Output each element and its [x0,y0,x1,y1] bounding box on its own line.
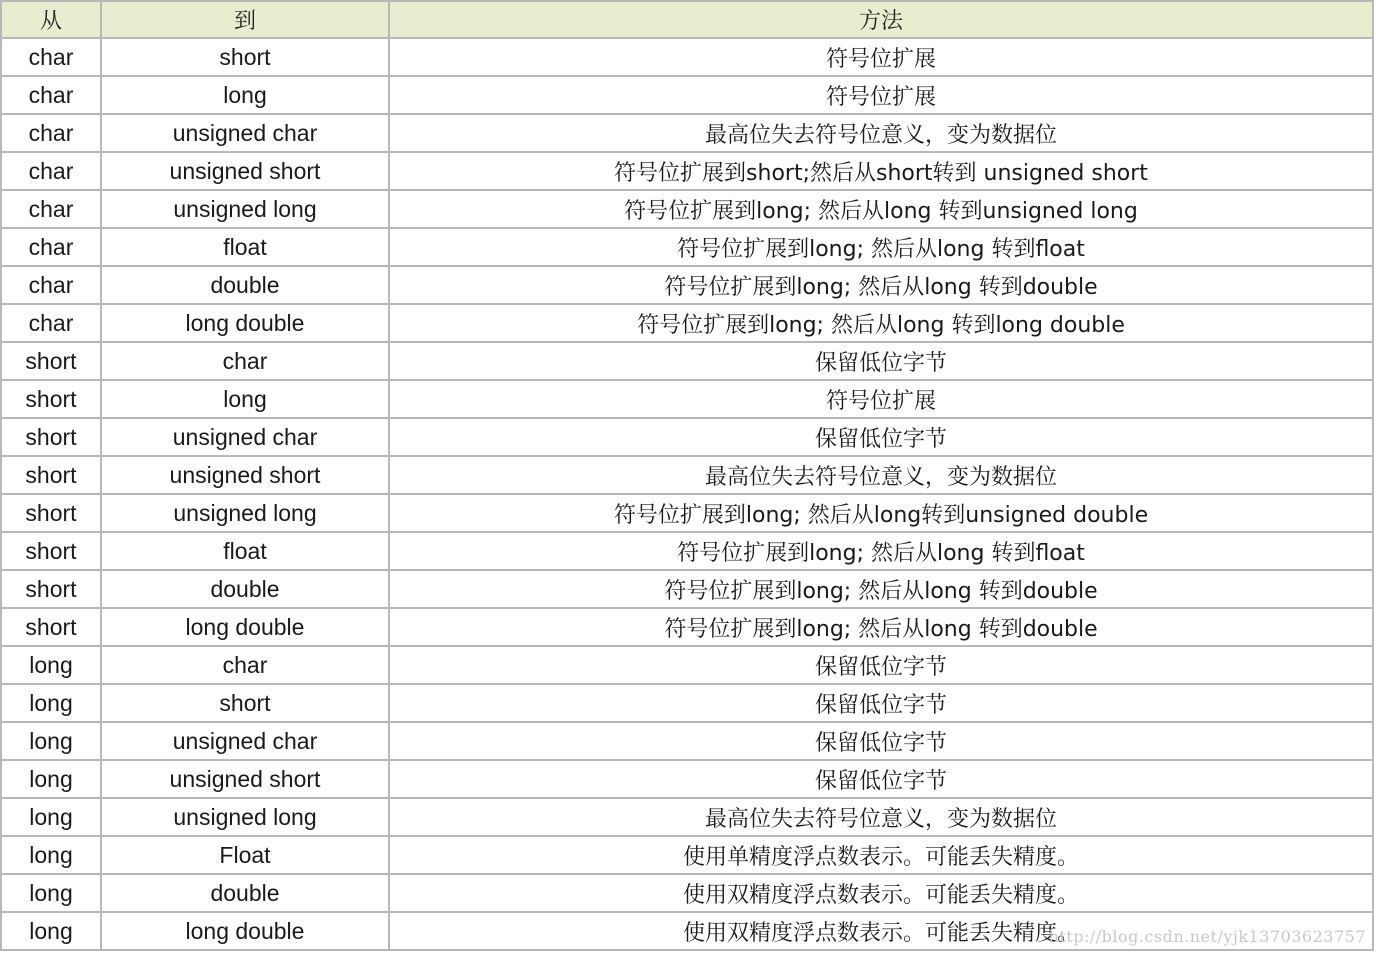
cell-from: short [0,533,102,571]
table-row [0,343,1374,381]
table-row [0,115,1374,153]
cell-to: Float [102,837,390,875]
table-row [0,761,1374,799]
cell-method: 符号位扩展到long; 然后从long 转到long double [390,305,1374,343]
cell-from: long [0,875,102,913]
cell-method: 符号位扩展到long; 然后从long 转到float [390,229,1374,267]
table-row [0,381,1374,419]
cell-from: short [0,457,102,495]
table-row [0,267,1374,305]
header-method: 方法 [390,0,1374,39]
table-row [0,533,1374,571]
table-row [0,305,1374,343]
cell-method: 保留低位字节 [390,723,1374,761]
cell-method: 使用双精度浮点数表示。可能丢失精度。 [390,913,1374,951]
cell-method: 保留低位字节 [390,343,1374,381]
cell-to: double [102,267,390,305]
cell-from: char [0,229,102,267]
table-row [0,39,1374,77]
cell-from: short [0,419,102,457]
table-header [0,0,1374,39]
cell-to: long double [102,609,390,647]
table-row [0,191,1374,229]
cell-from: char [0,77,102,115]
cell-method: 符号位扩展到long; 然后从long 转到float [390,533,1374,571]
cell-to: char [102,647,390,685]
watermark-text: http://blog.csdn.net/yjk13703623757 [1048,927,1366,946]
cell-from: long [0,723,102,761]
table-row [0,419,1374,457]
cell-from: char [0,153,102,191]
cell-from: long [0,761,102,799]
cell-method: 使用单精度浮点数表示。可能丢失精度。 [390,837,1374,875]
cell-from: char [0,267,102,305]
cell-from: long [0,799,102,837]
cell-method: 符号位扩展 [390,39,1374,77]
cell-to: long [102,77,390,115]
table-row [0,229,1374,267]
table-row [0,495,1374,533]
cell-from: long [0,685,102,723]
cell-to: unsigned char [102,723,390,761]
table-row [0,571,1374,609]
cell-to: unsigned short [102,457,390,495]
cell-to: unsigned char [102,419,390,457]
cell-to: float [102,229,390,267]
table-row [0,647,1374,685]
cell-method: 符号位扩展到long; 然后从long转到unsigned double [390,495,1374,533]
table-body [0,39,1374,951]
header-to: 到 [102,0,390,39]
cell-to: unsigned char [102,115,390,153]
table-row [0,799,1374,837]
cell-from: long [0,837,102,875]
cell-from: short [0,571,102,609]
cell-from: char [0,191,102,229]
cell-method: 保留低位字节 [390,647,1374,685]
cell-method: 最高位失去符号位意义，变为数据位 [390,799,1374,837]
cell-method: 符号位扩展到long; 然后从long 转到unsigned long [390,191,1374,229]
cell-method: 符号位扩展 [390,77,1374,115]
table-row [0,875,1374,913]
table-row [0,77,1374,115]
cell-from: char [0,39,102,77]
cell-from: short [0,495,102,533]
cell-to: char [102,343,390,381]
cell-method: 保留低位字节 [390,685,1374,723]
table-row [0,153,1374,191]
cell-to: unsigned long [102,495,390,533]
cell-method: 符号位扩展到long; 然后从long 转到double [390,571,1374,609]
cell-method: 符号位扩展 [390,381,1374,419]
cell-method: 最高位失去符号位意义，变为数据位 [390,457,1374,495]
cell-to: long double [102,305,390,343]
cell-method: 最高位失去符号位意义，变为数据位 [390,115,1374,153]
cell-to: short [102,685,390,723]
table-row [0,457,1374,495]
cell-method: 符号位扩展到short;然后从short转到 unsigned short [390,153,1374,191]
cell-method: 符号位扩展到long; 然后从long 转到double [390,609,1374,647]
cell-to: double [102,571,390,609]
table-row [0,837,1374,875]
table-row [0,685,1374,723]
cell-to: unsigned long [102,799,390,837]
cell-to: unsigned short [102,761,390,799]
header-from: 从 [0,0,102,39]
cell-to: unsigned short [102,153,390,191]
cell-to: long [102,381,390,419]
cell-method: 使用双精度浮点数表示。可能丢失精度。 [390,875,1374,913]
cell-method: 符号位扩展到long; 然后从long 转到double [390,267,1374,305]
cell-method: 保留低位字节 [390,761,1374,799]
cell-to: float [102,533,390,571]
cell-from: short [0,609,102,647]
cell-from: short [0,343,102,381]
cell-method: 保留低位字节 [390,419,1374,457]
cell-from: long [0,913,102,951]
cell-from: char [0,305,102,343]
header-row [0,0,1374,39]
table-row [0,723,1374,761]
cell-from: short [0,381,102,419]
cell-from: long [0,647,102,685]
cell-from: char [0,115,102,153]
cell-to: double [102,875,390,913]
cell-to: short [102,39,390,77]
cell-to: long double [102,913,390,951]
cell-to: unsigned long [102,191,390,229]
table-row [0,609,1374,647]
